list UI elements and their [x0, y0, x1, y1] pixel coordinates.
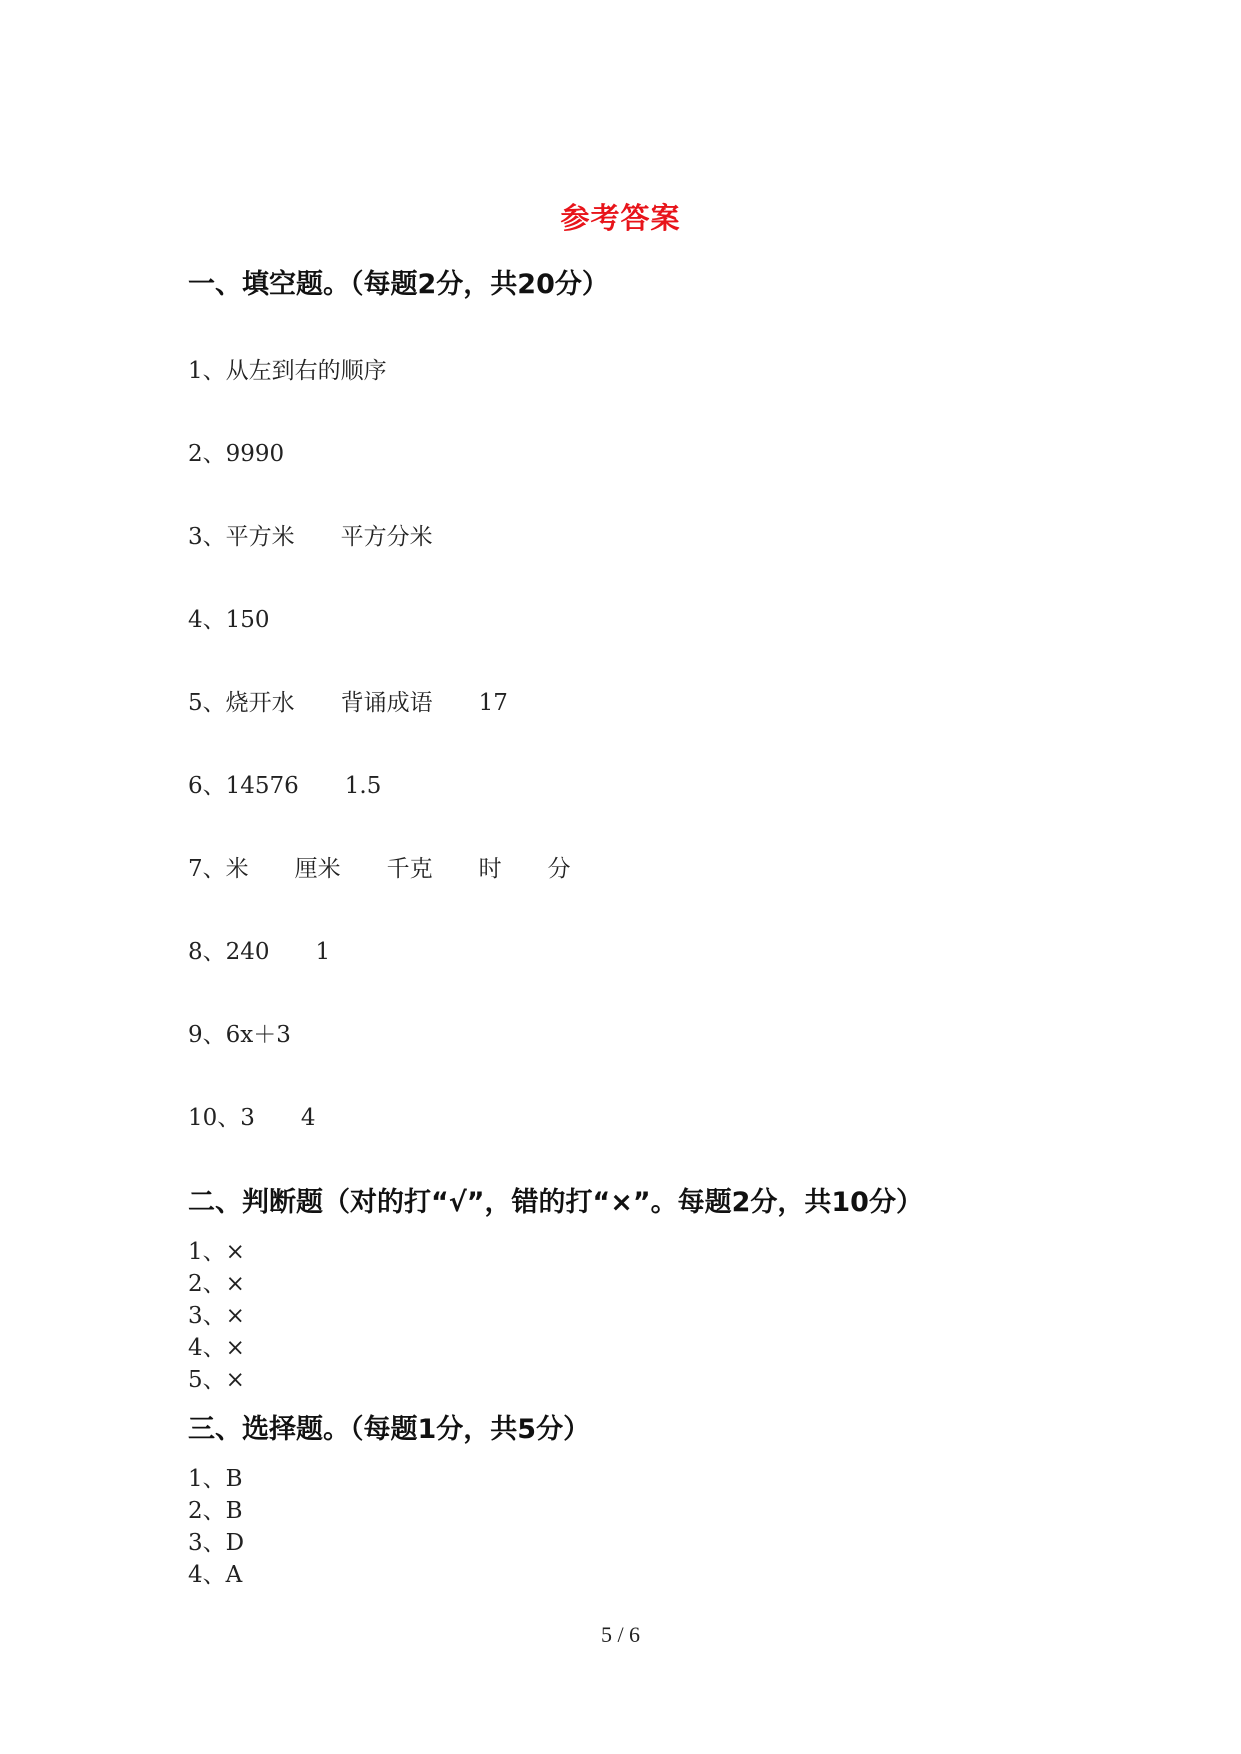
list-item: 9、6x＋3	[188, 1022, 291, 1048]
page-number: 5 / 6	[600, 1622, 641, 1647]
list-item: 10、3 4	[188, 1105, 316, 1131]
list-item: 4、×	[188, 1335, 245, 1361]
section-fill-blank-heading: 一、填空题。（每题2分，共20分）	[188, 269, 609, 300]
list-item: 3、平方米 平方分米	[188, 524, 433, 550]
list-item: 4、150	[188, 607, 270, 633]
list-item: 2、B	[188, 1498, 243, 1524]
section-true-false-heading: 二、判断题（对的打“√”，错的打“×”。每题2分，共10分）	[188, 1187, 923, 1218]
list-item: 4、A	[188, 1562, 243, 1588]
list-item: 1、×	[188, 1239, 245, 1265]
list-item: 2、×	[188, 1271, 245, 1297]
list-item: 6、14576 1.5	[188, 773, 382, 799]
list-item: 1、B	[188, 1466, 243, 1492]
list-item: 5、×	[188, 1367, 245, 1393]
list-item: 5、烧开水 背诵成语 17	[188, 690, 508, 716]
list-item: 3、×	[188, 1303, 245, 1329]
section-choice-heading: 三、选择题。（每题1分，共5分）	[188, 1414, 591, 1445]
list-item: 8、240 1	[188, 939, 331, 965]
page-title: 参考答案	[560, 201, 681, 235]
list-item: 1、从左到右的顺序	[188, 358, 387, 384]
list-item: 7、米 厘米 千克 时 分	[188, 856, 571, 882]
list-item: 3、D	[188, 1530, 245, 1556]
list-item: 2、9990	[188, 441, 285, 467]
